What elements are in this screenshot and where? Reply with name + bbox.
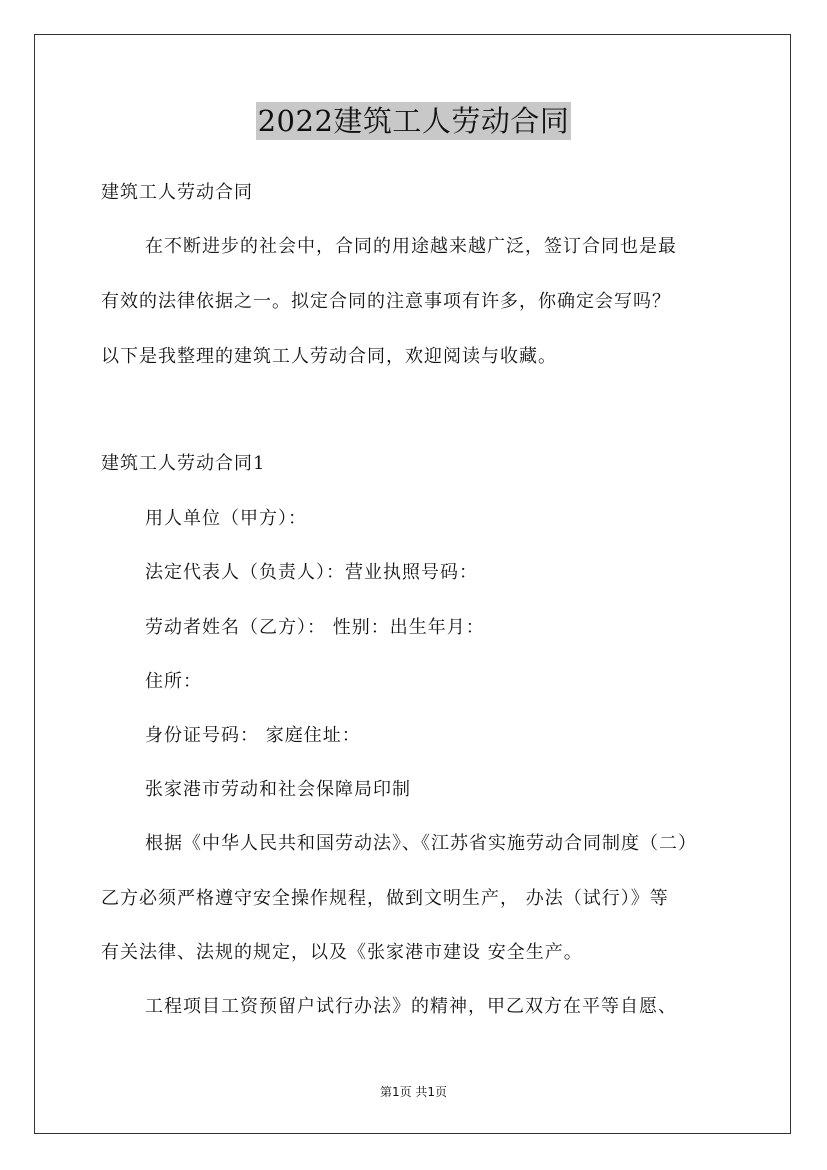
intro-paragraph-line: 在不断进步的社会中，合同的用途越来越广泛，签订合同也是最 bbox=[145, 236, 677, 257]
id-number-field: 身份证号码： 家庭住址： bbox=[145, 725, 361, 746]
page-number-footer: 第1页 共1页 bbox=[379, 1085, 448, 1099]
document-title: 2022建筑工人劳动合同 bbox=[257, 104, 570, 138]
body-paragraph-line: 根据《中华人民共和国劳动法》、《江苏省实施劳动合同制度（二） bbox=[145, 833, 697, 854]
section-heading: 建筑工人劳动合同 bbox=[101, 182, 253, 203]
body-paragraph-line: 有关法律、法规的规定，以及《张家港市建设 安全生产。 bbox=[101, 942, 583, 963]
title-container bbox=[0, 102, 827, 140]
residence-field: 住所： bbox=[145, 671, 202, 692]
legal-representative-field: 法定代表人（负责人）：营业执照号码： bbox=[145, 562, 478, 583]
issuer-line: 张家港市劳动和社会保障局印制 bbox=[145, 779, 411, 800]
body-paragraph-line: 乙方必须严格遵守安全操作规程，做到文明生产， 办法（试行）》等 bbox=[101, 888, 669, 909]
worker-name-field: 劳动者姓名（乙方）： 性别：出生年月： bbox=[145, 617, 485, 638]
intro-paragraph-line: 以下是我整理的建筑工人劳动合同，欢迎阅读与收藏。 bbox=[101, 346, 557, 367]
contract-heading: 建筑工人劳动合同1 bbox=[101, 453, 266, 474]
body-paragraph-line: 工程项目工资预留户试行办法》的精神，甲乙双方在平等自愿、 bbox=[145, 996, 677, 1017]
intro-paragraph-line: 有效的法律依据之一。拟定合同的注意事项有许多，你确定会写吗？ bbox=[101, 291, 671, 312]
employer-field: 用人单位（甲方）： bbox=[145, 508, 307, 529]
